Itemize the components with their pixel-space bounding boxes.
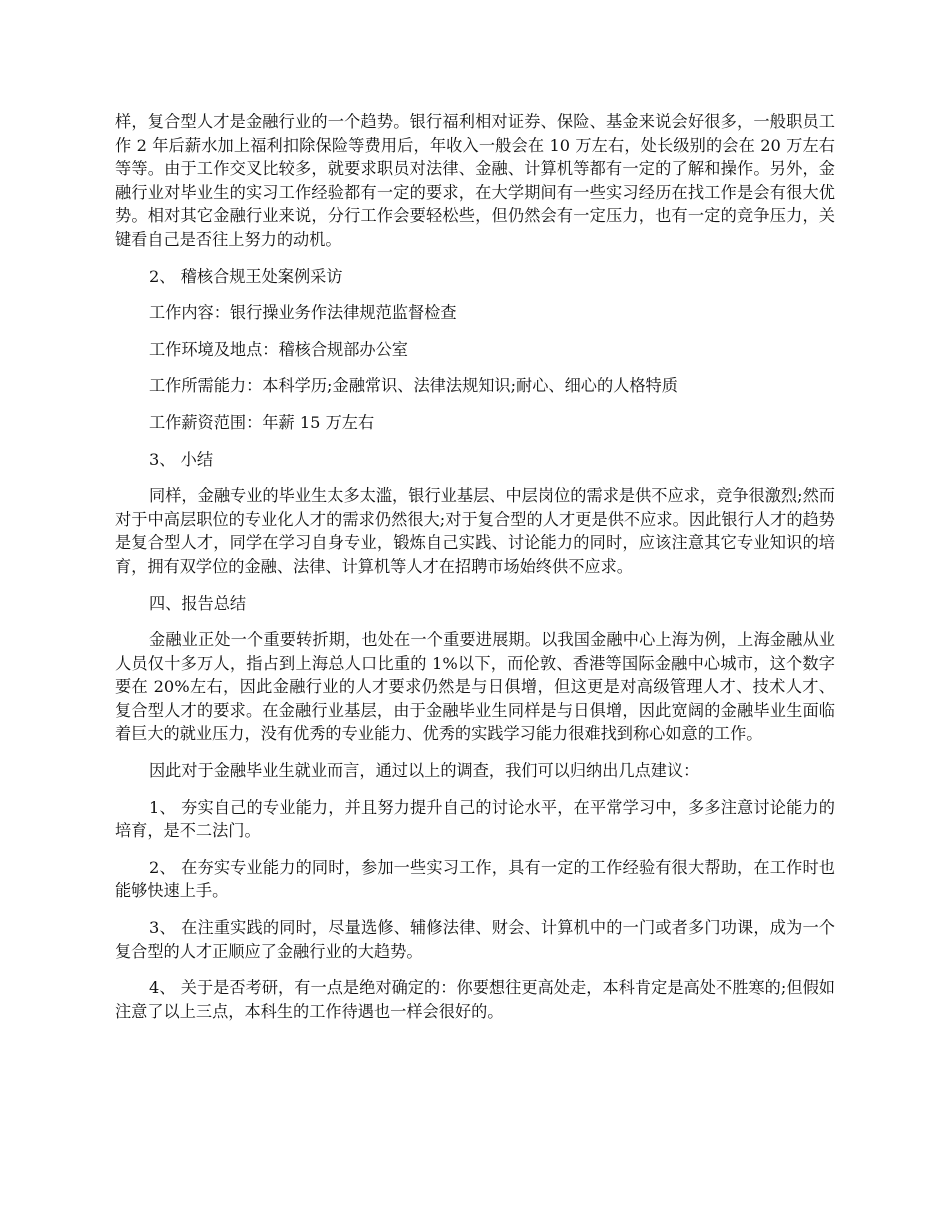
heading-summary: 3、 小结 <box>149 449 214 469</box>
paragraph-suggestions-intro: 因此对于金融毕业生就业而言，通过以上的调查，我们可以归纳出几点建议： <box>149 761 700 781</box>
paragraph-summary: 同样，金融专业的毕业生太多太滥，银行业基层、中层岗位的需求是供不应求，竞争很激烈;然而对于中高层职位的专业化人才的需求仍然很大;对于复合型的人才更是供不应求。因此银行人才的趋势是复合型人才，同学在学习自身专业，锻炼自己实践、讨论能力的同时，应该注意其它专业知识的培育，拥有双学位的金融、法律、计算机等人才在招聘市场始终供不应求。 <box>115 486 835 576</box>
suggestion-item-3: 3、 在注重实践的同时，尽量选修、辅修法律、财会、计算机中的一门或者多门功课，成为一个复合型的人才正顺应了金融行业的大趋势。 <box>115 918 835 961</box>
field-job-content: 工作内容：银行操业务作法律规范监督检查 <box>149 303 457 323</box>
heading-report-conclusion: 四、报告总结 <box>149 593 247 613</box>
suggestion-item-2: 2、 在夯实专业能力的同时，参加一些实习工作，具有一定的工作经验有很大帮助，在工作时也能够快速上手。 <box>115 857 835 901</box>
field-required-abilities: 工作所需能力：本科学历;金融常识、法律法规知识;耐心、细心的人格特质 <box>149 376 678 396</box>
suggestion-item-1: 1、 夯实自己的专业能力，并且努力提升自己的讨论水平，在平常学习中，多多注意讨论能力的培育，是不二法门。 <box>115 797 835 841</box>
field-work-environment: 工作环境及地点：稽核合规部办公室 <box>149 339 408 359</box>
paragraph-industry-outlook: 金融业正处一个重要转折期，也处在一个重要进展期。以我国金融中心上海为例，上海金融从业人员仅十多万人，指占到上海总人口比重的 1%以下，而伦敦、香港等国际金融中心城市，这个数字要在 20%左右，因此金融行业的人才要求仍然是与日俱增，但这更是对高级管理人才、技术人才、复合型人才的要求。在金融行业基层，由于金融毕业生同样是与日俱增，因此宽阔的金融毕业生面临着巨大的就业压力，没有优秀的专业能力、优秀的实践学习能力很难找到称心如意的工作。 <box>115 630 835 744</box>
heading-case-interview: 2、 稽核合规王处案例采访 <box>149 266 343 286</box>
document-page <box>115 110 835 1036</box>
suggestion-item-4: 4、 关于是否考研，有一点是绝对确定的：你要想往更高处走，本科肯定是高处不胜寒的;但假如注意了以上三点，本科生的工作待遇也一样会很好的。 <box>115 978 835 1021</box>
field-salary-range: 工作薪资范围：年薪 15 万左右 <box>149 412 375 432</box>
paragraph-bank-benefits: 样，复合型人才是金融行业的一个趋势。银行福利相对证券、保险、基金来说会好很多，一般职员工作 2 年后薪水加上福利扣除保险等费用后，年收入一般会在 10 万左右，处长级别的会在 20 万左右等等。由于工作交叉比较多，就要求职员对法律、金融、计算机等都有一定的了解和操作。另外，金融行业对毕业生的实习工作经验都有一定的要求，在大学期间有一些实习经历在找工作是会有很大优势。相对其它金融行业来说，分行工作会要轻松些，但仍然会有一定压力，也有一定的竞争压力，关键看自己是否往上努力的动机。 <box>115 112 835 249</box>
